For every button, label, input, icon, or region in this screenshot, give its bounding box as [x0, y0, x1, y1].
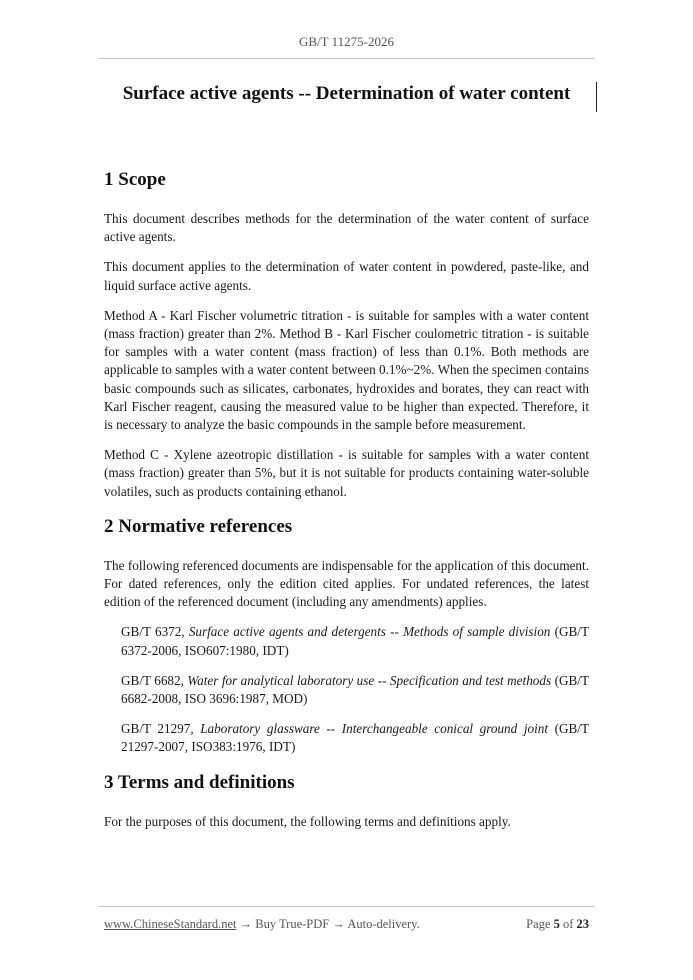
page-total: 23	[576, 917, 589, 931]
reference-code: GB/T 21297,	[121, 721, 201, 737]
reference-tail: (GB/T 6372-2006, ISO607:1980, IDT)	[121, 624, 589, 658]
reference-item	[121, 623, 589, 659]
scope-paragraph-4: Method C - Xylene azeotropic distillation - is suitable for samples with a water content (mass fraction) greater than 5%, but it is not suitable for products containing water-soluble volatiles, such as products containing ethanol.	[104, 447, 589, 499]
section-heading-scope: 1 Scope	[104, 169, 166, 190]
site-link[interactable]: www.ChineseStandard.net	[104, 917, 237, 931]
reference-title: Water for analytical laboratory use -- Specification and test methods	[187, 672, 552, 688]
footer-promo	[104, 917, 420, 932]
scope-paragraph-1: This document describes methods for the determination of the water content of surface active agents.	[104, 211, 589, 245]
reference-tail: (GB/T 21297-2007, ISO383:1976, IDT)	[121, 721, 589, 755]
normative-intro: The following referenced documents are indispensable for the application of this document. For dated references, only the edition cited applies. For undated references, the latest edition of the referenced document (including any amendments) applies.	[104, 557, 589, 610]
reference-item	[121, 720, 589, 756]
header-divider	[98, 58, 595, 59]
reference-tail: (GB/T 6682-2008, ISO 3696:1987, MOD)	[121, 672, 589, 707]
section-heading-normative-references: 2 Normative references	[104, 515, 293, 537]
footer-divider	[98, 906, 595, 907]
scope-paragraph-3: Method A - Karl Fischer volumetric titration - is suitable for samples with a water content (mass fraction) greater than 2%. Method B - Karl Fischer coulometric titration - is suitable for samples with a water content (mass fraction) of less than 0.1%. Both methods are applicable to samples with a water content between 0.1%~2%. When the specimen contains basic compounds such as silicates, carbonates, hydroxides and borates, they can react with Karl Fischer reagent, causing the measured value to be higher than expected. Therefore, it is necessary to analyze the basic compounds in the sample before measurement.	[104, 307, 589, 433]
reference-title: Laboratory glassware -- Interchangeable conical ground joint	[200, 721, 548, 737]
running-header: GB/T 11275-2026	[299, 34, 394, 49]
reference-code: GB/T 6682,	[121, 672, 188, 688]
page-number	[500, 917, 589, 932]
reference-code: GB/T 6372,	[121, 624, 189, 640]
change-bar	[596, 82, 597, 112]
reference-item	[121, 672, 589, 708]
terms-intro: For the purposes of this document, the following terms and definitions apply.	[104, 813, 511, 829]
reference-title: Surface active agents and detergents -- Methods of sample division	[188, 624, 551, 640]
section-heading-terms: 3 Terms and definitions	[104, 771, 295, 793]
buy-pdf-link[interactable]: Buy True-PDF	[255, 917, 330, 931]
page-current: 5	[553, 917, 560, 931]
arrow-icon: →	[236, 917, 256, 931]
page-label: Page	[526, 917, 554, 931]
page-of: of	[559, 917, 577, 931]
arrow-icon: →	[329, 917, 348, 931]
scope-paragraph-2: This document applies to the determination of water content in powdered, paste-like, and liquid surface active agents.	[104, 259, 589, 293]
document-title: Surface active agents -- Determination of water content	[122, 83, 571, 104]
document-body	[104, 168, 589, 843]
auto-delivery-text: Auto-delivery.	[347, 917, 420, 931]
